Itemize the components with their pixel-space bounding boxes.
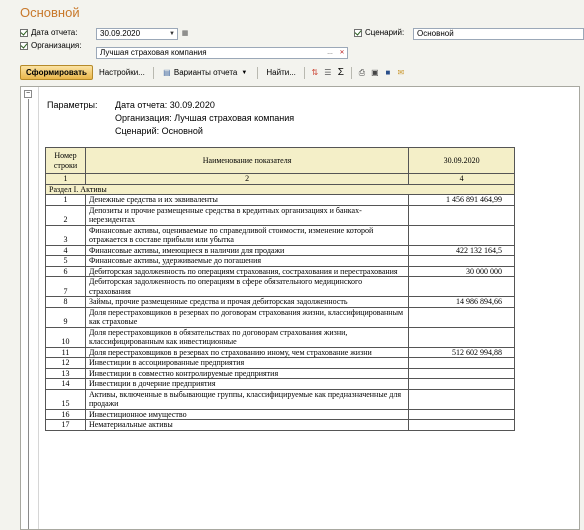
row-name: Доля перестраховщиков в резервах по страхованию иному, чем страхование жизни: [85, 347, 408, 358]
row-number: 11: [46, 347, 86, 358]
row-value: 422 132 164,5: [409, 245, 515, 256]
row-name: Доля перестраховщиков в резервах по договорам страхования жизни, классифицированным как страховые: [85, 307, 408, 327]
row-number: 17: [46, 420, 86, 431]
scenario-label: Сценарий:: [365, 28, 405, 37]
row-value: 30 000 000: [409, 266, 515, 277]
report-variants-button[interactable]: [159, 66, 253, 80]
scenario-checkbox[interactable]: [354, 29, 362, 37]
scenario-value: Основной: [417, 29, 454, 38]
save-icon[interactable]: ■: [385, 67, 391, 77]
row-name: Дебиторская задолженность по операциям в сфере обязательного медицинского страхования: [85, 277, 408, 297]
row-name: Активы, включенные в выбывающие группы, классифицируемые как предназначенные для продажи: [85, 389, 408, 409]
print-icon[interactable]: ⎙: [358, 67, 366, 77]
scenario-field[interactable]: [413, 28, 584, 40]
row-number: 8: [46, 297, 86, 308]
row-number: 4: [46, 245, 86, 256]
table-row[interactable]: [46, 245, 515, 256]
date-field[interactable]: [96, 28, 178, 40]
clear-icon[interactable]: ✕: [339, 50, 345, 56]
org-field[interactable]: [96, 47, 348, 59]
sort-icon[interactable]: ⇅: [311, 67, 319, 77]
window-title: Основной: [20, 5, 80, 20]
header-value: 30.09.2020: [409, 148, 515, 174]
colnum-cell: 2: [85, 174, 408, 185]
row-number: 3: [46, 225, 86, 245]
org-value: Лучшая страховая компания: [100, 48, 207, 57]
row-value: [409, 409, 515, 420]
row-value: [409, 358, 515, 369]
row-number: 16: [46, 409, 86, 420]
chevron-down-icon[interactable]: ▼: [169, 31, 175, 37]
table-row[interactable]: [46, 297, 515, 308]
org-label: Организация:: [31, 41, 82, 50]
row-number: 2: [46, 205, 86, 225]
row-value: [409, 225, 515, 245]
settings-button[interactable]: Настройки...: [98, 68, 145, 77]
align-icon[interactable]: ☰: [324, 67, 332, 77]
table-row[interactable]: [46, 307, 515, 327]
row-name: Финансовые активы, удерживаемые до погашения: [85, 256, 408, 267]
row-value: [409, 205, 515, 225]
collapse-icon[interactable]: −: [25, 90, 31, 97]
row-name: Финансовые активы, имеющиеся в наличии для продажи: [85, 245, 408, 256]
row-value: [409, 307, 515, 327]
table-row[interactable]: [46, 256, 515, 267]
row-name: Депозиты и прочие размещенные средства в кредитных организациях и банках-нерезидентах: [85, 205, 408, 225]
row-number: 6: [46, 266, 86, 277]
row-value: 1 456 891 464,99: [409, 195, 515, 206]
row-name: Инвестиции в совместно контролируемые предприятия: [85, 368, 408, 379]
row-value: 14 986 894,66: [409, 297, 515, 308]
row-number: 14: [46, 379, 86, 390]
params-line: Сценарий: Основной: [115, 126, 203, 136]
toolbar: [20, 64, 580, 81]
row-name: Доля перестраховщиков в обязательствах по договорам страхования жизни, классифицированным как инвестиционные: [85, 327, 408, 347]
table-row[interactable]: [46, 389, 515, 409]
row-name: Дебиторская задолженность по операциям страхования, сострахования и перестрахования: [85, 266, 408, 277]
row-name: Нематериальные активы: [85, 420, 408, 431]
row-number: 7: [46, 277, 86, 297]
row-name: Инвестиции в ассоциированные предприятия: [85, 358, 408, 369]
row-number: 15: [46, 389, 86, 409]
org-checkbox[interactable]: [20, 42, 28, 50]
table-row[interactable]: [46, 420, 515, 431]
table-row[interactable]: [46, 225, 515, 245]
row-name: Финансовые активы, оцениваемые по справедливой стоимости, изменение которой отражается в составе прибыли или убытка: [85, 225, 408, 245]
sum-icon[interactable]: Σ: [337, 66, 344, 78]
email-icon[interactable]: ✉: [397, 67, 405, 77]
section-title: Раздел I. Активы: [46, 184, 515, 195]
table-row[interactable]: [46, 195, 515, 206]
row-name: Денежные средства и их эквиваленты: [85, 195, 408, 206]
table-header-row: [46, 148, 515, 174]
row-number: 9: [46, 307, 86, 327]
org-filter[interactable]: [20, 41, 81, 50]
report-area[interactable]: [20, 86, 580, 530]
params-label: Параметры:: [47, 100, 98, 110]
row-number: 10: [46, 327, 86, 347]
table-row[interactable]: [46, 358, 515, 369]
calendar-icon[interactable]: ▦: [181, 30, 189, 37]
toolbar-divider: [257, 67, 258, 79]
row-name: Инвестиционное имущество: [85, 409, 408, 420]
group-gutter: [21, 87, 39, 529]
toolbar-divider: [153, 67, 154, 79]
table-colnum-row: [46, 174, 515, 185]
date-checkbox[interactable]: [20, 29, 28, 37]
date-value: 30.09.2020: [100, 29, 141, 38]
table-row[interactable]: [46, 277, 515, 297]
find-button[interactable]: Найти...: [266, 68, 296, 77]
report-table: [45, 147, 515, 431]
row-value: [409, 389, 515, 409]
variants-icon: ▤: [163, 67, 171, 77]
row-value: [409, 368, 515, 379]
table-row[interactable]: [46, 379, 515, 390]
row-value: [409, 277, 515, 297]
toolbar-divider: [304, 67, 305, 79]
table-row[interactable]: [46, 327, 515, 347]
row-name: Займы, прочие размещенные средства и прочая дебиторская задолженность: [85, 297, 408, 308]
header-num: Номер строки: [46, 148, 86, 174]
row-value: 512 602 994,88: [409, 347, 515, 358]
row-value: [409, 256, 515, 267]
row-number: 5: [46, 256, 86, 267]
row-number: 13: [46, 368, 86, 379]
table-section-row: [46, 184, 515, 195]
row-number: 1: [46, 195, 86, 206]
params-line: Дата отчета: 30.09.2020: [115, 100, 215, 110]
row-number: 12: [46, 358, 86, 369]
print-preview-icon[interactable]: ▣: [371, 67, 379, 77]
chevron-down-icon: ▼: [241, 69, 248, 76]
header-name: Наименование показателя: [85, 148, 408, 174]
date-filter[interactable]: [20, 28, 77, 37]
toolbar-divider: [351, 67, 352, 79]
scenario-filter[interactable]: [354, 28, 404, 37]
colnum-cell: 1: [46, 174, 86, 185]
table-row[interactable]: [46, 368, 515, 379]
report-variants-label: Варианты отчета: [173, 68, 238, 77]
table-row[interactable]: [46, 347, 515, 358]
colnum-cell: 4: [409, 174, 515, 185]
table-row[interactable]: [46, 409, 515, 420]
generate-button[interactable]: Сформировать: [20, 65, 93, 80]
row-value: [409, 379, 515, 390]
params-line: Организация: Лучшая страховая компания: [115, 113, 295, 123]
row-name: Инвестиции в дочерние предприятия: [85, 379, 408, 390]
table-row[interactable]: [46, 266, 515, 277]
table-row[interactable]: [46, 205, 515, 225]
select-dots-icon[interactable]: …: [327, 50, 333, 56]
date-label: Дата отчета:: [31, 28, 78, 37]
row-value: [409, 420, 515, 431]
group-line: [28, 99, 29, 530]
row-value: [409, 327, 515, 347]
